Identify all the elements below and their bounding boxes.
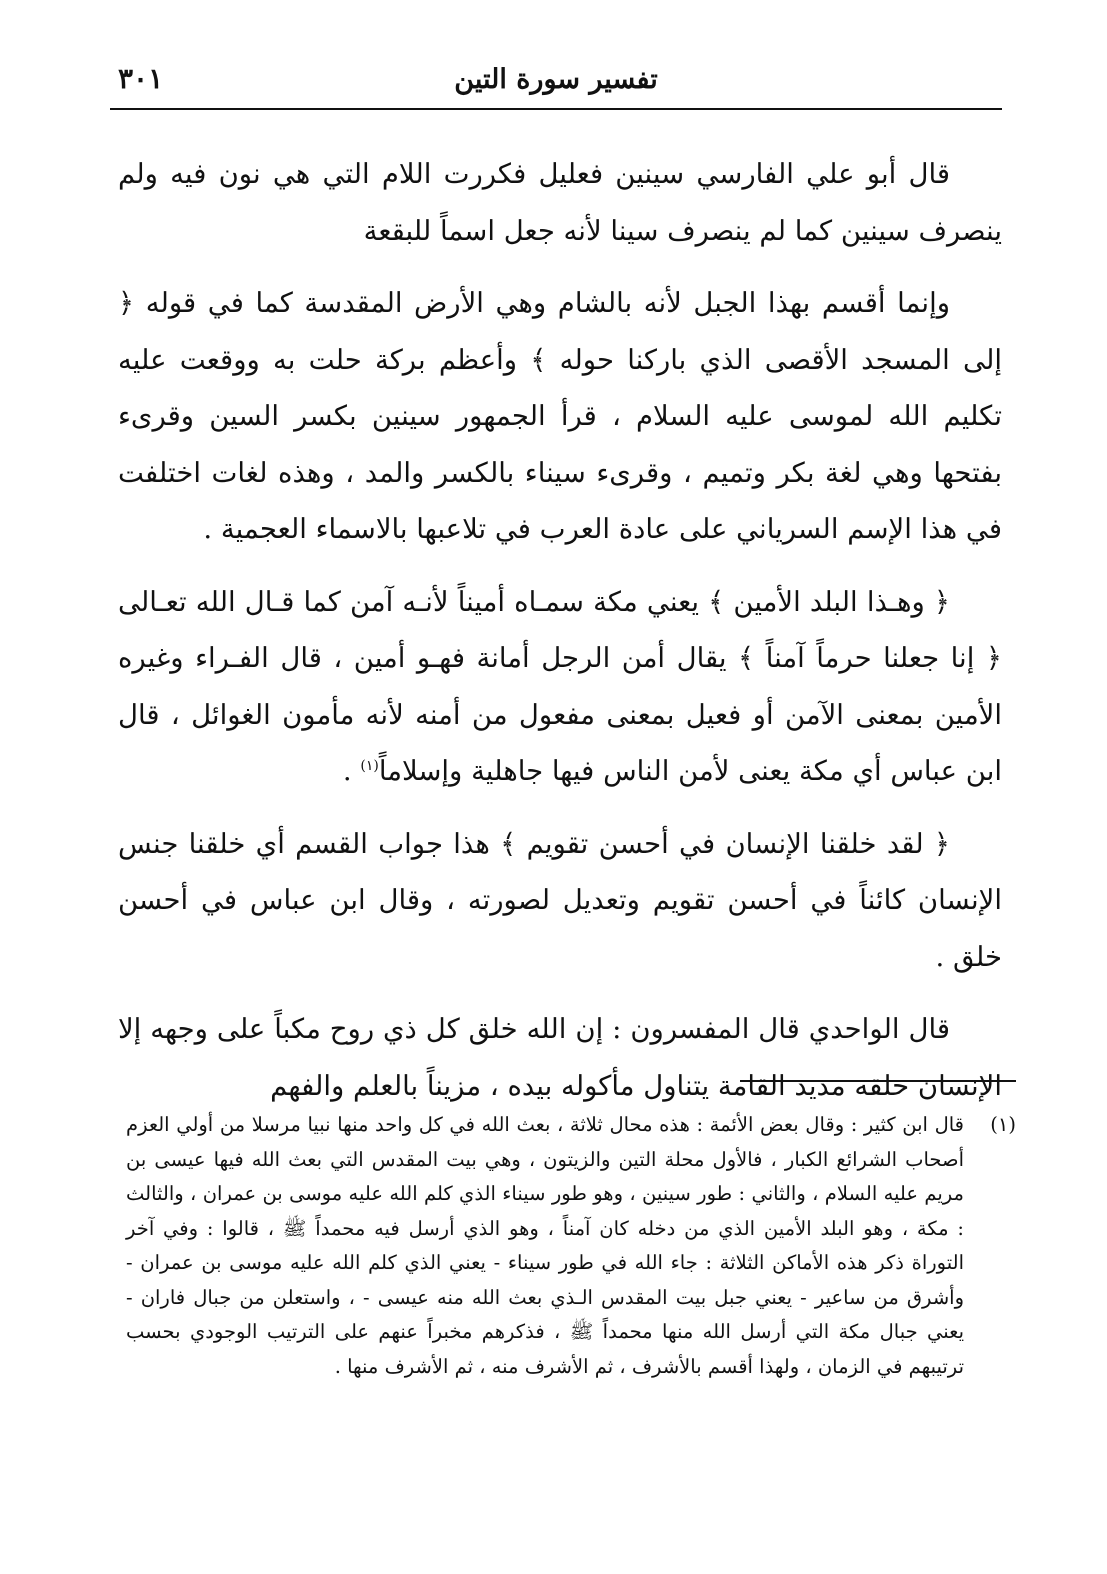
footnote-reference[interactable]: (١) <box>360 757 379 774</box>
paragraph-4: ﴿ لقد خلقنا الإنسان في أحسن تقويم ﴾ هذا جواب القسم أي خلقنا جنس الإنسان كائناً في أحسن تقويم وتعديل لصورته ، وقال ابن عباس في أحسن خلق . <box>118 827 1002 973</box>
footnotes-section <box>126 1108 1016 1384</box>
footnote-rule <box>740 1080 1016 1082</box>
paragraph-3-text: ﴿ وهـذا البلد الأمين ﴾ يعني مكة سمـاه أميناً لأنـه آمن كما قـال الله تعـالى ﴿ إنا جعلنا حرماً آمناً ﴾ يقال أمن الرجل أمانة فهـو أمين ، قال الفـراء وغيره الأمين بمعنى الآمن أو فعيل بمعنى مفعول من أمنه لأنه مأمون الغوائل ، قال ابن عباس أي مكة يعنى لأمن الناس فيها جاهلية وإسلاماً <box>118 585 1002 787</box>
paragraph-2: وإنما أقسم بهذا الجبل لأنه بالشام وهي الأرض المقدسة كما في قوله ﴿ إلى المسجد الأقصى الذي باركنا حوله ﴾ وأعظم بركة حلت به ووقعت عليه تكليم الله لموسى عليه السلام ، قرأ الجمهور سينين بكسر السين وقرىء بفتحها وهي لغة بكر وتميم ، وقرىء سيناء بالكسر والمد ، وهذه لغات اختلفت في هذا الإسم السرياني على عادة العرب في تلاعبها بالاسماء العجمية . <box>118 287 1002 545</box>
footnote-marker: (١) <box>990 1113 1016 1136</box>
page-header <box>110 58 1002 106</box>
paragraph-5: قال الواحدي قال المفسرون : إن الله خلق كل ذي روح مكباً على وجهه إلا الإنسان خلقه مديد القامة يتناول مأكوله بيده ، مزيناً بالعلم والفهم <box>118 1013 1002 1102</box>
main-text <box>118 146 1002 1130</box>
running-title: تفسير سورة التين <box>454 64 658 95</box>
footnote-1 <box>126 1108 1016 1384</box>
paragraph-3-end: . <box>342 755 361 787</box>
header-rule <box>110 108 1002 110</box>
paragraph-3 <box>118 574 1002 800</box>
paragraph-1: قال أبو علي الفارسي سينين فعليل فكررت اللام التي هي نون فيه ولم ينصرف سينين كما لم ينصرف سينا لأنه جعل اسماً للبقعة <box>118 158 1002 247</box>
page-number: ٣٠١ <box>118 62 164 95</box>
footnote-text: قال ابن كثير : وقال بعض الأئمة : هذه محال ثلاثة ، بعث الله في كل واحد منها نبيا مرسلا من أولي العزم أصحاب الشرائع الكبار ، فالأول محلة التين والزيتون ، وهي بيت المقدس التي بعث الله فيها عيسى بن مريم عليه السلام ، والثاني : طور سينين ، وهو طور سيناء الذي كلم الله عليه موسى بن عمران ، والثالث : مكة ، وهو البلد الأمين الذي من دخله كان آمناً ، وهو الذي أرسل فيه محمداً ﷺ ، قالوا : وفي آخر التوراة ذكر هذه الأماكن الثلاثة : جاء الله في طور سيناء - يعني الذي كلم الله عليه موسى بن عمران - وأشرق من ساعير - يعني جبل بيت المقدس الـذي بعث الله منه عيسى - ، واستعلن من جبال فاران - يعني جبال مكة التي أرسل الله منها محمداً ﷺ ، فذكرهم مخبراً عنهم على الترتيب الوجودي بحسب ترتيبهم في الزمان ، ولهذا أقسم بالأشرف ، ثم الأشرف منه ، ثم الأشرف منها . <box>126 1113 964 1378</box>
